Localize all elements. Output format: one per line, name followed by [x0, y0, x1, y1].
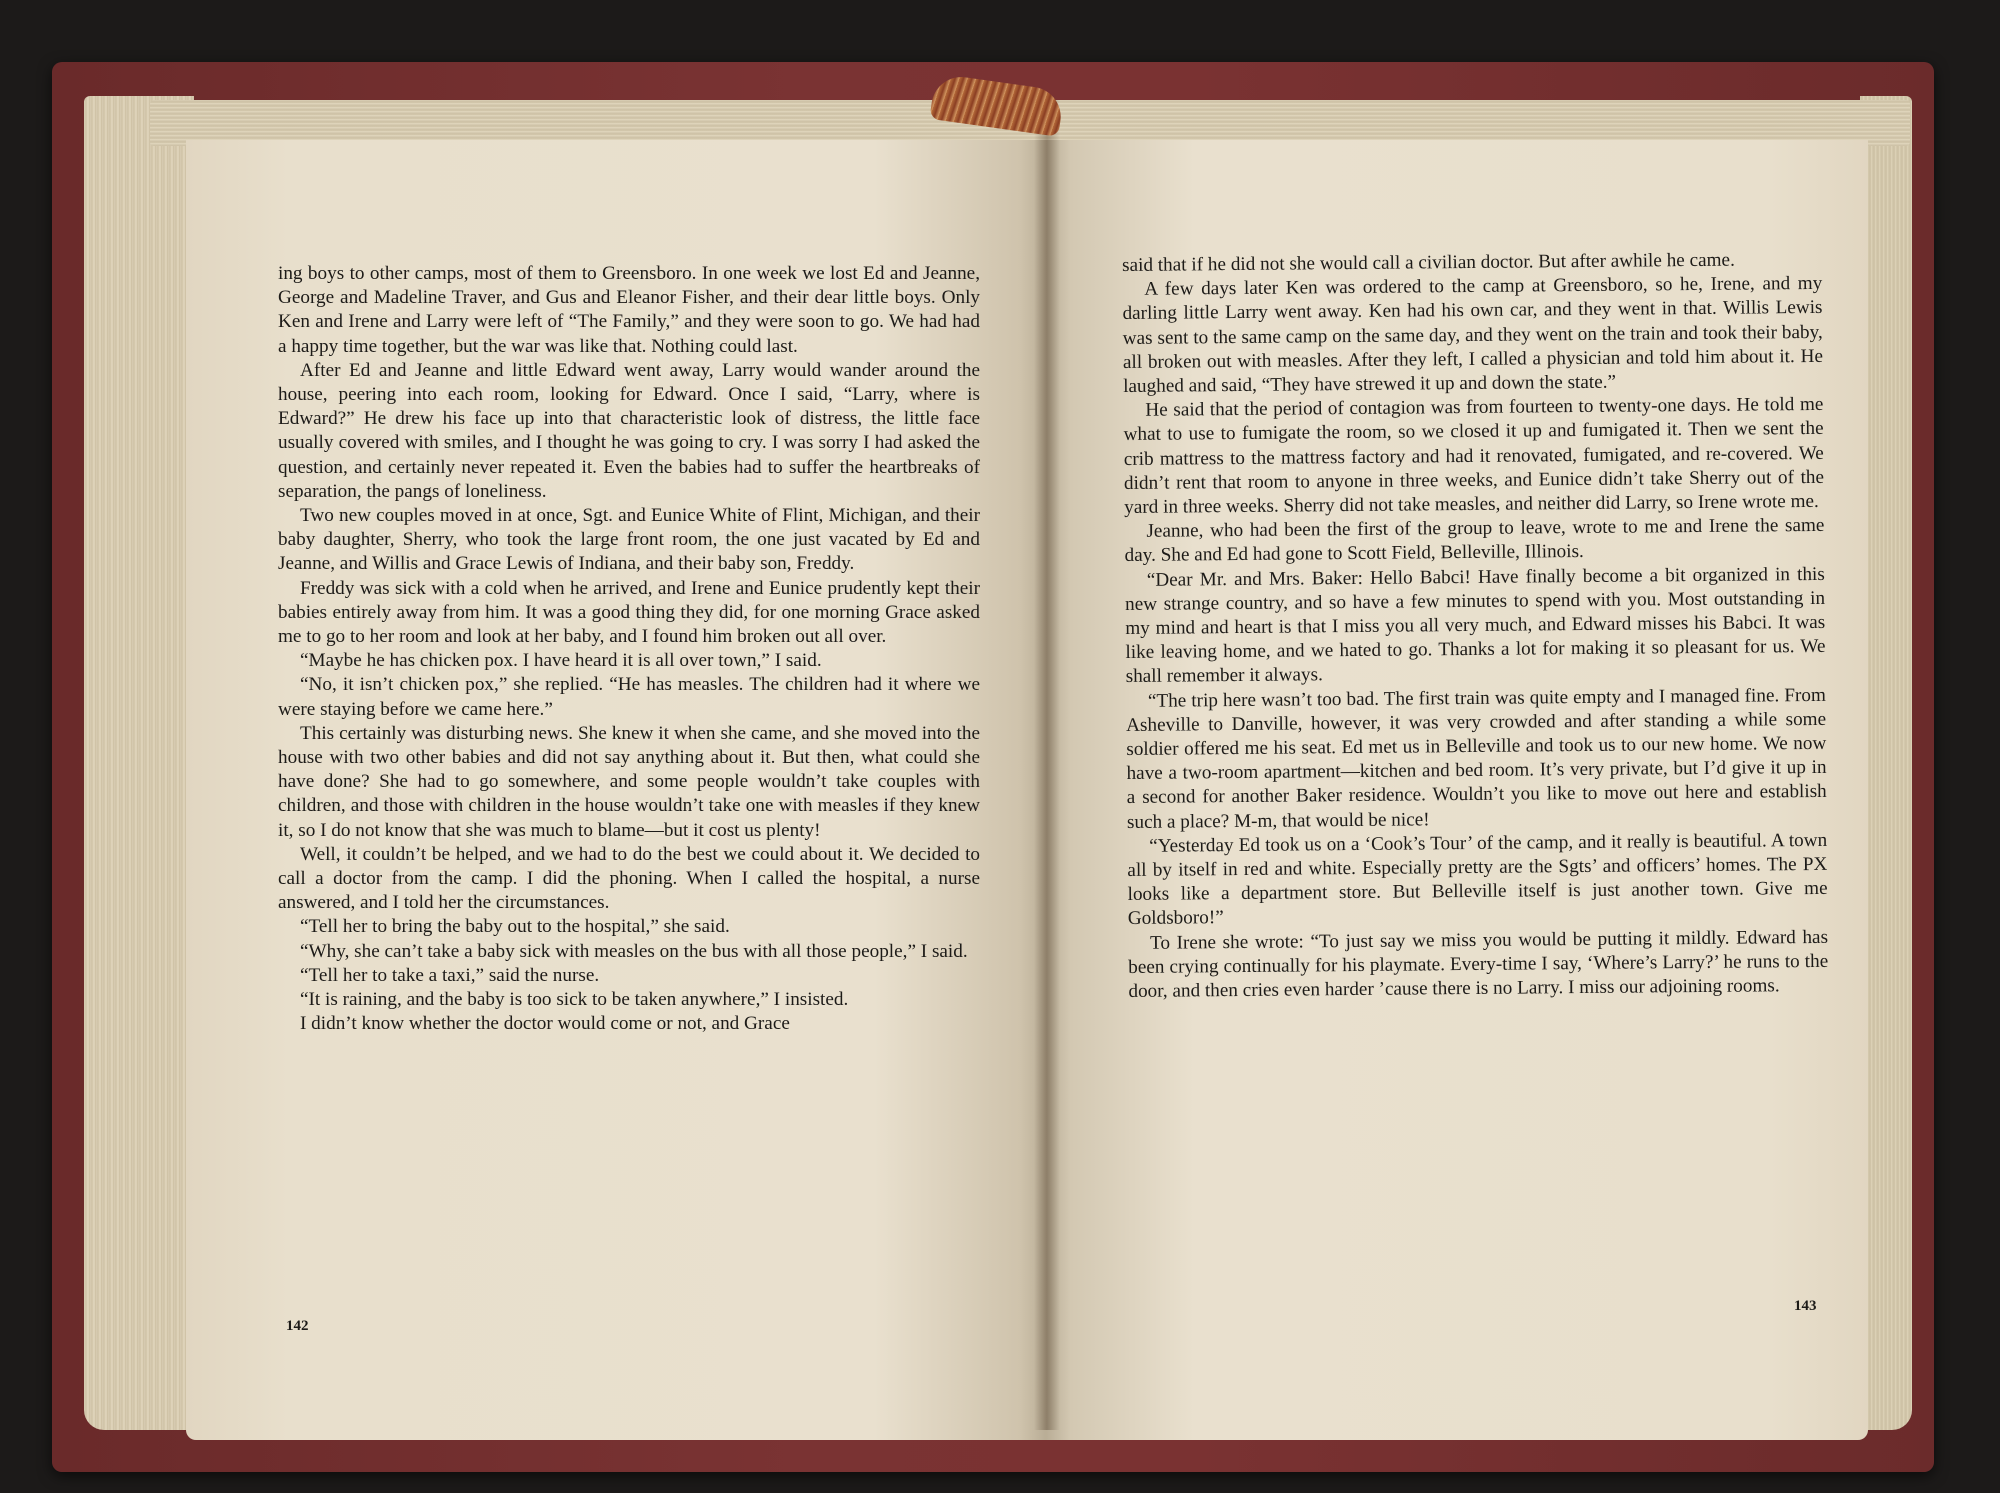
- paragraph: I didn’t know whether the doctor would come or not, and Grace: [300, 1013, 790, 1035]
- paragraph: “Maybe he has chicken pox. I have heard it is all over town,” I said.: [300, 650, 822, 672]
- book-gutter: [1034, 100, 1060, 1430]
- paragraph: After Ed and Jeanne and little Edward went away, Larry would wander around the house, peering into each room, looking for Edward. Once I said, “Larry, where is Edward?” He drew his face up into that characteristic look of distress, the little face usually covered with smiles, and I thought he was going to cry. I was sorry I had asked the question, and certainly never repeated it. Even the babies had to suffer the heartbreaks of separation, the pangs of loneliness.: [278, 359, 980, 502]
- paragraph: “It is raining, and the baby is too sick to be taken anywhere,” I insisted.: [300, 989, 849, 1011]
- paragraph: Freddy was sick with a cold when he arrived, and Irene and Eunice prudently kept their babies entirely away from him. It was a good thing they did, for one morning Grace asked me to go to her room and look at her baby, and I found him broken out all over.: [278, 577, 980, 648]
- paragraph: “Dear Mr. and Mrs. Baker: Hello Babci! Have finally become a bit organized in this new strange country, and so have a few minutes to spend with you. Most outstanding in my mind and heart is that I miss you all very much, and Edward misses his Babci. It was like leaving home, and we hated to go. Thanks a lot for making it so pleasant for us. We shall remember it always.: [1124, 563, 1826, 688]
- paragraph: Two new couples moved in at once, Sgt. and Eunice White of Flint, Michigan, and their baby daughter, Sherry, who took the large front room, the one just vacated by Ed and Jeanne, and Willis and Grace Lewis of Indiana, and their baby son, Freddy.: [278, 505, 980, 575]
- paragraph: A few days later Ken was ordered to the camp at Greensboro, so he, Irene, and my darling little Larry went away. Ken had his own car, and they went in that. Willis Lewis was sent to the same camp on the same day, and they went on the train and took their baby, all broken out with measles. After they left, I called a physician and told him about it. He laughed and said, “They have strewed it up and down the state.”: [1122, 273, 1824, 398]
- paragraph: “Why, she can’t take a baby sick with measles on the bus with all those people,” I said.: [300, 940, 968, 962]
- paragraph: Well, it couldn’t be helped, and we had to do the best we could about it. We decided to call a doctor from the camp. I did the phoning. When I called the hospital, a nurse answered, and I told her the circumstances.: [278, 843, 980, 914]
- paragraph: “Tell her to take a taxi,” said the nurse.: [300, 964, 600, 986]
- left-page-edges: [84, 96, 194, 1430]
- paragraph: “The trip here wasn’t too bad. The first train was quite empty and I managed fine. From Asheville to Danville, however, it was very crowded and after standing a while some soldier offered me his seat. Ed met us in Belleville and took us to our new home. We now have a two-room apartment—kitchen and bed room. It’s very private, but I’d give it up in a second for another Baker residence. Wouldn’t you like to move out here and establish such a place? M-m, that would be nice!: [1126, 684, 1827, 833]
- paragraph: This certainly was disturbing news. She knew it when she came, and she moved into the house with two other babies and did not say anything about it. But then, what could she have done? She had to go somewhere, and some people wouldn’t take couples with children, and those with children in the house wouldn’t take one with measles if they knew it, so I do not know that she was much to blame—but it cost us plenty!: [278, 722, 980, 841]
- paragraph: “No, it isn’t chicken pox,” she replied. “He has measles. The children had it where we were staying before we came here.”: [278, 674, 980, 720]
- paragraph: “Tell her to bring the baby out to the hospital,” she said.: [300, 916, 730, 938]
- left-page-number: 142: [286, 1318, 309, 1334]
- paragraph: To Irene she wrote: “To just say we miss you would be putting it mildly. Edward has been crying continually for his playmate. Every-time I say, ‘Where’s Larry?’ he runs to the door, and then cries even harder ’cause there is no Larry. I miss our adjoining rooms.: [1128, 926, 1829, 1003]
- right-page-text: [1122, 248, 1829, 1004]
- right-page-number: 143: [1794, 1298, 1817, 1314]
- paragraph: ing boys to other camps, most of them to Greensboro. In one week we lost Ed and Jeanne, George and Madeline Traver, and Gus and Eleanor Fisher, and their dear little boys. Only Ken and Irene and Larry were left of “The Family,” and they were soon to go. We had had a happy time together, but the war was like that. Nothing could last.: [278, 263, 980, 357]
- paragraph: said that if he did not she would call a civilian doctor. But after awhile he came.: [1122, 249, 1735, 276]
- paragraph: Jeanne, who had been the first of the group to leave, wrote to me and Irene the same day. She and Ed had gone to Scott Field, Belleville, Illinois.: [1124, 515, 1825, 567]
- left-page-text: [278, 262, 980, 1037]
- paragraph: “Yesterday Ed took us on a ‘Cook’s Tour’ of the camp, and it really is beautiful. A town all by itself in red and white. Especially pretty are the Sgts’ and officers’ homes. The PX looks like a department store. But Belleville itself is just another town. Give me Goldsboro!”: [1127, 829, 1828, 930]
- paragraph: He said that the period of contagion was from fourteen to twenty-one days. He told me what to use to fumigate the room, so we closed it up and fumigated it. Then we sent the crib mattress to the mattress factory and had it renovated, fumigated, and re-covered. We didn’t rent that room to anyone in three weeks, and Eunice didn’t take Sherry out of the yard in three weeks. Sherry did not take measles, and neither did Larry, so Irene wrote me.: [1123, 394, 1825, 519]
